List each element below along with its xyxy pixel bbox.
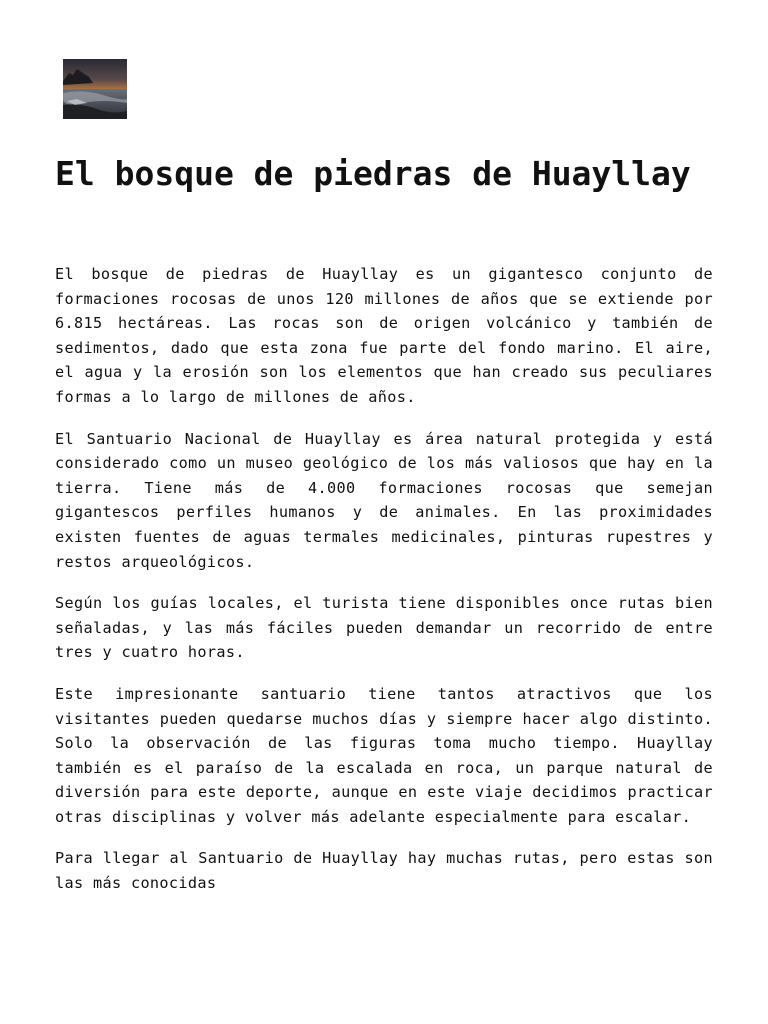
- paragraph: El bosque de piedras de Huayllay es un gigantesco conjunto de formaciones rocosas de unos 120 millones de años que se extiende por 6.815 hectáreas. Las rocas son de origen volcánico y también de sedimentos, dado que esta zona fue parte del fondo marino. El aire, el agua y la erosión son los elementos que han creado sus peculiares formas a lo largo de millones de años.: [55, 265, 713, 406]
- article-thumbnail: [63, 59, 127, 119]
- sunset-landscape-icon: [63, 59, 127, 119]
- paragraph: El Santuario Nacional de Huayllay es área natural protegida y está considerado como un museo geológico de los más valiosos que hay en la tierra. Tiene más de 4.000 formaciones rocosas que semejan gigantescos perfiles humanos y de animales. En las proximidades existen fuentes de aguas termales medicinales, pinturas rupestres y restos arqueológicos.: [55, 429, 713, 571]
- article-body: [55, 262, 713, 913]
- paragraph: Según los guías locales, el turista tiene disponibles once rutas bien señaladas, y las más fáciles pueden demandar un recorrido de entre tres y cuatro horas.: [55, 594, 713, 662]
- paragraph: Para llegar al Santuario de Huayllay hay muchas rutas, pero estas son las más conocidas: [55, 849, 713, 893]
- article-title: El bosque de piedras de Huayllay: [55, 154, 691, 193]
- paragraph: Este impresionante santuario tiene tantos atractivos que los visitantes pueden quedarse muchos días y siempre hacer algo distinto. Solo la observación de las figuras toma mucho tiempo. Huayllay también es el paraíso de la escalada en roca, un parque natural de diversión para este deporte, aunque en este viaje decidimos practicar otras disciplinas y volver más adelante especialmente para escalar.: [55, 684, 713, 826]
